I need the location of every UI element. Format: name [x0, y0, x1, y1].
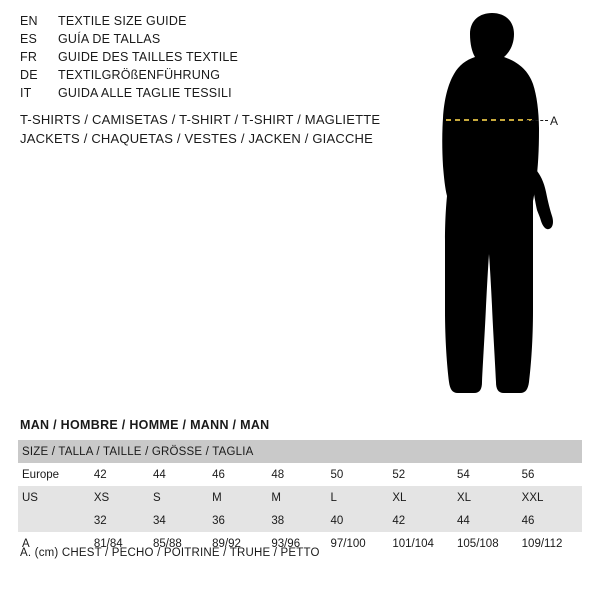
size-table: [18, 440, 582, 555]
table-title: MAN / HOMBRE / HOMME / MANN / MAN: [20, 418, 270, 432]
cell-value: 32: [93, 514, 107, 527]
language-text: TEXTILGRÖßENFÜHRUNG: [58, 68, 221, 82]
cell-value: 50: [330, 468, 344, 481]
language-row: [20, 32, 400, 50]
cell-value: 52: [392, 468, 406, 481]
cell-value: 97/100: [330, 537, 366, 550]
category-jackets: JACKETS / CHAQUETAS / VESTES / JACKEN / GIACCHE: [20, 131, 374, 146]
cell-value: 36: [212, 514, 225, 527]
table-row: [18, 509, 582, 532]
language-row: [20, 68, 400, 86]
table-row: [18, 486, 582, 509]
cell-value: 105/108: [457, 537, 499, 550]
marker-dash-line: [526, 120, 548, 122]
language-code: FR: [20, 50, 38, 64]
row-label: A: [22, 537, 30, 550]
language-text: GUIDE DES TAILLES TEXTILE: [58, 50, 239, 64]
cell-value: 42: [93, 468, 107, 481]
table-header-label: SIZE / TALLA / TAILLE / GRÖSSE / TAGLIA: [22, 445, 254, 458]
category-tshirts: T-SHIRTS / CAMISETAS / T-SHIRT / T-SHIRT / MAGLIETTE: [20, 112, 381, 127]
cell-value: S: [153, 491, 161, 504]
category-list: [20, 110, 420, 148]
cell-value: 56: [521, 468, 535, 481]
language-code: DE: [20, 68, 38, 82]
language-code: EN: [20, 14, 38, 28]
language-row: [20, 14, 400, 32]
cell-value: 101/104: [392, 537, 434, 550]
chest-measure-line: [400, 10, 595, 400]
cell-value: 54: [457, 468, 470, 481]
cell-value: 81/84: [93, 537, 123, 550]
cell-value: 40: [330, 514, 344, 527]
language-code: IT: [20, 86, 32, 100]
cell-value: 46: [212, 468, 225, 481]
cell-value: 44: [153, 468, 166, 481]
table-row: [18, 463, 582, 486]
cell-value: L: [330, 491, 337, 504]
row-label: [18, 509, 90, 532]
cell-value: 34: [153, 514, 166, 527]
marker-label-a: A: [550, 114, 559, 128]
table-header-row: [18, 440, 582, 463]
cell-value: XL: [457, 491, 472, 504]
cell-value: 48: [271, 468, 285, 481]
table-footnote: A. (cm) CHEST / PECHO / POITRINE / TRUHE / PETTO: [20, 547, 320, 559]
cell-value: 42: [392, 514, 406, 527]
row-label: US: [22, 491, 38, 504]
cell-value: M: [271, 491, 281, 504]
language-list: [20, 14, 400, 104]
cell-value: XL: [392, 491, 407, 504]
language-text: GUÍA DE TALLAS: [58, 32, 161, 46]
cell-value: 89/92: [212, 537, 241, 550]
language-text: GUIDA ALLE TAGLIE TESSILI: [58, 86, 232, 100]
language-row: [20, 50, 400, 68]
cell-value: 109/112: [521, 537, 563, 550]
cell-value: XXL: [521, 491, 544, 504]
language-code: ES: [20, 32, 38, 46]
language-row: [20, 86, 400, 104]
cell-value: XS: [93, 491, 110, 504]
cell-value: 85/88: [153, 537, 182, 550]
cell-value: M: [212, 491, 222, 504]
language-text: TEXTILE SIZE GUIDE: [58, 14, 187, 28]
cell-value: 93/96: [271, 537, 301, 550]
cell-value: 44: [457, 514, 470, 527]
man-silhouette-figure: [400, 10, 595, 400]
row-label: Europe: [22, 468, 60, 481]
cell-value: 46: [521, 514, 535, 527]
cell-value: 38: [271, 514, 285, 527]
